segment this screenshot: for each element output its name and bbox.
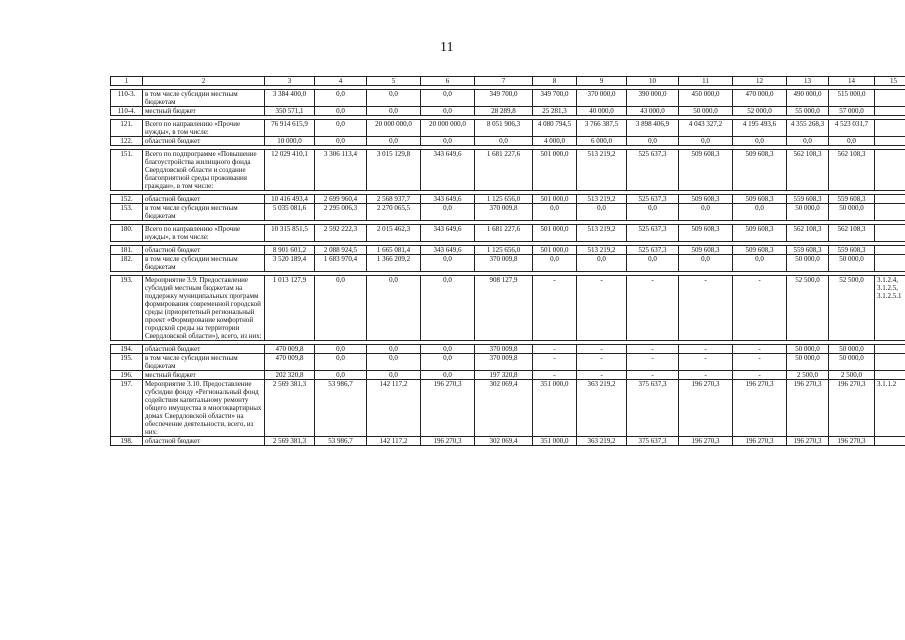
value-cell: 12 029 410,1 [265, 150, 315, 191]
value-cell: 0,0 [577, 204, 627, 221]
value-cell: - [577, 371, 627, 380]
table-row [111, 354, 905, 371]
value-cell: 196 270,3 [787, 437, 829, 446]
column-header: 13 [787, 77, 829, 86]
table-row [111, 204, 905, 221]
value-cell: 0,0 [627, 137, 679, 146]
row-name: Всего по направлению «Прочие нужды», в том числе: [143, 120, 265, 137]
value-cell: 390 000,0 [627, 90, 679, 107]
value-cell: 8 051 906,3 [475, 120, 533, 137]
value-cell: 0,0 [475, 137, 533, 146]
value-cell: - [533, 354, 577, 371]
value-cell: 375 637,3 [627, 380, 679, 437]
row-name: областной бюджет [143, 437, 265, 446]
target-link [875, 90, 905, 107]
value-cell: 3 898 406,9 [627, 120, 679, 137]
target-link: 3.1.1.2 [875, 380, 905, 437]
value-cell: - [577, 276, 627, 341]
table-row [111, 371, 905, 380]
value-cell: 0,0 [367, 137, 421, 146]
value-cell: 370 009,8 [475, 345, 533, 354]
value-cell: 202 320,8 [265, 371, 315, 380]
value-cell: 3 015 129,8 [367, 150, 421, 191]
row-number: 153. [111, 204, 143, 221]
value-cell: 0,0 [367, 90, 421, 107]
row-name: Мероприятие 3.9. Предоставление субсидий местным бюджетам на поддержку муниципальных программ формирования современной городской среды (приоритетный региональный проект «Формирование комфортной городской среды на территории Свердловской области»), всего, из них: [143, 276, 265, 341]
target-link [875, 437, 905, 446]
value-cell: 20 000 000,0 [421, 120, 475, 137]
value-cell: 509 608,3 [679, 150, 733, 191]
value-cell: 0,0 [367, 345, 421, 354]
row-name: Всего по подпрограмме «Повышение благоустройства жилищного фонда Свердловской области и создание благоприятной среды проживания граждан», в том числе: [143, 150, 265, 191]
value-cell: 196 270,3 [733, 437, 787, 446]
value-cell: 6 000,0 [577, 137, 627, 146]
target-link [875, 345, 905, 354]
row-name: областной бюджет [143, 195, 265, 204]
value-cell: 0,0 [421, 204, 475, 221]
value-cell: 50 000,0 [829, 345, 875, 354]
value-cell: - [533, 345, 577, 354]
table-row [111, 90, 905, 107]
value-cell: 509 608,3 [679, 195, 733, 204]
value-cell: 0,0 [421, 90, 475, 107]
table-row [111, 345, 905, 354]
value-cell: 1 681 227,6 [475, 150, 533, 191]
value-cell: 2 270 065,5 [367, 204, 421, 221]
row-number: 182. [111, 255, 143, 272]
value-cell: 513 219,2 [577, 246, 627, 255]
value-cell: 370 009,8 [475, 204, 533, 221]
value-cell: - [627, 354, 679, 371]
row-name: в том числе субсидии местным бюджетам [143, 255, 265, 272]
value-cell: 10 000,0 [265, 137, 315, 146]
row-name: Мероприятие 3.10. Предоставление субсидии фонду «Региональный фонд содействия капитальному ремонту общего имущества в многоквартирных домах Свердловской области» на обеспечение деятельности, всего, из них: [143, 380, 265, 437]
value-cell: 0,0 [679, 204, 733, 221]
value-cell: 25 281,3 [533, 107, 577, 116]
value-cell: 53 986,7 [315, 437, 367, 446]
value-cell: 525 637,3 [627, 225, 679, 242]
value-cell: 196 270,3 [829, 437, 875, 446]
row-number: 194. [111, 345, 143, 354]
target-link [875, 120, 905, 137]
value-cell: 562 108,3 [829, 225, 875, 242]
value-cell: 908 127,9 [475, 276, 533, 341]
value-cell: 0,0 [315, 107, 367, 116]
value-cell: 375 637,3 [627, 437, 679, 446]
value-cell: 515 000,0 [829, 90, 875, 107]
value-cell: 501 000,0 [533, 225, 577, 242]
value-cell: 8 901 601,2 [265, 246, 315, 255]
value-cell: 50 000,0 [679, 107, 733, 116]
row-name: в том числе субсидии местным бюджетам [143, 354, 265, 371]
row-number: 180. [111, 225, 143, 242]
value-cell: 509 608,3 [679, 225, 733, 242]
value-cell: 363 219,2 [577, 380, 627, 437]
value-cell: 196 270,3 [421, 380, 475, 437]
value-cell: 0,0 [679, 255, 733, 272]
value-cell: 1 665 081,4 [367, 246, 421, 255]
row-number: 151. [111, 150, 143, 191]
value-cell: 142 117,2 [367, 380, 421, 437]
target-link [875, 107, 905, 116]
value-cell: 513 219,2 [577, 150, 627, 191]
value-cell: 2 569 381,3 [265, 437, 315, 446]
target-link [875, 225, 905, 242]
value-cell: 349 700,0 [475, 90, 533, 107]
row-number: 181. [111, 246, 143, 255]
value-cell: 0,0 [421, 276, 475, 341]
value-cell: 559 608,3 [829, 195, 875, 204]
value-cell: 2 500,0 [829, 371, 875, 380]
value-cell: - [577, 354, 627, 371]
value-cell: - [577, 345, 627, 354]
value-cell: 0,0 [733, 255, 787, 272]
value-cell: 3 520 189,4 [265, 255, 315, 272]
value-cell: 509 608,3 [733, 150, 787, 191]
value-cell: 0,0 [315, 371, 367, 380]
value-cell: 562 108,3 [787, 225, 829, 242]
value-cell: 513 219,2 [577, 225, 627, 242]
value-cell: 370 009,8 [475, 354, 533, 371]
column-header: 1 [111, 77, 143, 86]
row-name: в том числе субсидии местным бюджетам [143, 204, 265, 221]
table-row [111, 195, 905, 204]
value-cell: 50 000,0 [829, 255, 875, 272]
value-cell: 52 500,0 [787, 276, 829, 341]
value-cell: 196 270,3 [733, 380, 787, 437]
value-cell: 513 219,2 [577, 195, 627, 204]
value-cell: 501 000,0 [533, 195, 577, 204]
value-cell: 470 009,8 [265, 345, 315, 354]
value-cell: 525 637,3 [627, 150, 679, 191]
table-row [111, 137, 905, 146]
value-cell: 343 649,6 [421, 150, 475, 191]
value-cell: - [533, 276, 577, 341]
value-cell: 0,0 [577, 255, 627, 272]
value-cell: 351 000,0 [533, 437, 577, 446]
value-cell: 0,0 [627, 204, 679, 221]
value-cell: 0,0 [421, 354, 475, 371]
value-cell: 349 700,0 [533, 90, 577, 107]
column-header: 4 [315, 77, 367, 86]
value-cell: 509 608,3 [733, 225, 787, 242]
target-link [875, 195, 905, 204]
value-cell: 1 013 127,9 [265, 276, 315, 341]
target-link [875, 204, 905, 221]
table-row [111, 150, 905, 191]
value-cell: 0,0 [315, 276, 367, 341]
target-link [875, 137, 905, 146]
row-number: 110-3. [111, 90, 143, 107]
row-number: 122. [111, 137, 143, 146]
value-cell: 509 608,3 [679, 246, 733, 255]
value-cell: 470 009,8 [265, 354, 315, 371]
value-cell: 370 000,0 [577, 90, 627, 107]
value-cell: 196 270,3 [829, 380, 875, 437]
value-cell: 501 000,0 [533, 150, 577, 191]
value-cell: 509 608,3 [733, 195, 787, 204]
row-name: местный бюджет [143, 371, 265, 380]
value-cell: 1 683 970,4 [315, 255, 367, 272]
value-cell: - [679, 371, 733, 380]
value-cell: 50 000,0 [787, 345, 829, 354]
value-cell: 196 270,3 [679, 437, 733, 446]
value-cell: 0,0 [421, 371, 475, 380]
column-header: 14 [829, 77, 875, 86]
row-name: Всего по направлению «Прочие нужды», в том числе: [143, 225, 265, 242]
value-cell: 0,0 [421, 255, 475, 272]
target-link [875, 354, 905, 371]
value-cell: 343 649,6 [421, 246, 475, 255]
value-cell: - [733, 276, 787, 341]
row-number: 193. [111, 276, 143, 341]
column-header: 11 [679, 77, 733, 86]
value-cell: 370 009,8 [475, 255, 533, 272]
target-link [875, 246, 905, 255]
value-cell: 0,0 [421, 107, 475, 116]
value-cell: 1 366 209,2 [367, 255, 421, 272]
value-cell: 559 608,3 [829, 246, 875, 255]
value-cell: 2 015 462,3 [367, 225, 421, 242]
value-cell: 559 608,3 [787, 246, 829, 255]
value-cell: 562 108,3 [787, 150, 829, 191]
value-cell: 2 500,0 [787, 371, 829, 380]
row-name: областной бюджет [143, 137, 265, 146]
row-number: 197. [111, 380, 143, 437]
value-cell: 343 649,6 [421, 195, 475, 204]
row-number: 195. [111, 354, 143, 371]
value-cell: 351 000,0 [533, 380, 577, 437]
value-cell: 20 000 000,0 [367, 120, 421, 137]
value-cell: 302 069,4 [475, 437, 533, 446]
value-cell: 0,0 [367, 371, 421, 380]
target-link: 3.1.2.4, 3.1.2.5, 3.1.2.5.1 [875, 276, 905, 341]
value-cell: 4 080 794,5 [533, 120, 577, 137]
table-row [111, 276, 905, 341]
value-cell: 196 270,3 [787, 380, 829, 437]
table-row [111, 246, 905, 255]
value-cell: 490 000,0 [787, 90, 829, 107]
value-cell: 2 699 960,4 [315, 195, 367, 204]
table-row [111, 120, 905, 137]
row-name: местный бюджет [143, 107, 265, 116]
value-cell: 50 000,0 [787, 255, 829, 272]
value-cell: - [679, 276, 733, 341]
table-row [111, 437, 905, 446]
value-cell: - [627, 276, 679, 341]
value-cell: 3 306 113,4 [315, 150, 367, 191]
value-cell: 1 681 227,6 [475, 225, 533, 242]
target-link [875, 150, 905, 191]
row-number: 198. [111, 437, 143, 446]
value-cell: 0,0 [533, 204, 577, 221]
value-cell: 50 000,0 [787, 354, 829, 371]
value-cell: - [679, 354, 733, 371]
value-cell: 525 637,3 [627, 246, 679, 255]
value-cell: 0,0 [367, 354, 421, 371]
value-cell: 3 384 400,0 [265, 90, 315, 107]
value-cell: 52 000,0 [733, 107, 787, 116]
value-cell: 0,0 [367, 276, 421, 341]
value-cell: 4 355 268,3 [787, 120, 829, 137]
value-cell: 343 649,6 [421, 225, 475, 242]
value-cell: 76 914 615,9 [265, 120, 315, 137]
value-cell: 197 320,8 [475, 371, 533, 380]
row-name: областной бюджет [143, 246, 265, 255]
value-cell: 0,0 [421, 345, 475, 354]
value-cell: 0,0 [315, 120, 367, 137]
value-cell: 40 000,0 [577, 107, 627, 116]
value-cell: 0,0 [315, 137, 367, 146]
column-header: 5 [367, 77, 421, 86]
table-header-row [111, 77, 905, 86]
value-cell: 10 315 851,5 [265, 225, 315, 242]
value-cell: 196 270,3 [421, 437, 475, 446]
column-header: 6 [421, 77, 475, 86]
value-cell: 350 571,1 [265, 107, 315, 116]
value-cell: 0,0 [315, 354, 367, 371]
value-cell: 53 986,7 [315, 380, 367, 437]
value-cell: - [733, 345, 787, 354]
row-number: 121. [111, 120, 143, 137]
value-cell: 0,0 [829, 137, 875, 146]
value-cell: 509 608,3 [733, 246, 787, 255]
table-row [111, 107, 905, 116]
row-name: областной бюджет [143, 345, 265, 354]
value-cell: 0,0 [733, 204, 787, 221]
value-cell: 28 289,8 [475, 107, 533, 116]
column-header: 9 [577, 77, 627, 86]
value-cell: - [533, 371, 577, 380]
value-cell: 57 000,0 [829, 107, 875, 116]
value-cell: - [733, 371, 787, 380]
value-cell: 10 416 493,4 [265, 195, 315, 204]
value-cell: 55 000,0 [787, 107, 829, 116]
value-cell: 2 295 006,3 [315, 204, 367, 221]
column-header: 3 [265, 77, 315, 86]
value-cell: 2 569 381,3 [265, 380, 315, 437]
value-cell: 559 608,3 [787, 195, 829, 204]
target-link [875, 255, 905, 272]
value-cell: 0,0 [733, 137, 787, 146]
row-number: 110-4. [111, 107, 143, 116]
page-number: 11 [440, 40, 454, 55]
value-cell: 0,0 [315, 90, 367, 107]
column-header: 2 [143, 77, 265, 86]
value-cell: 0,0 [679, 137, 733, 146]
value-cell: 2 592 222,3 [315, 225, 367, 242]
value-cell: 52 500,0 [829, 276, 875, 341]
value-cell: 0,0 [787, 137, 829, 146]
value-cell: 4 195 493,6 [733, 120, 787, 137]
value-cell: - [733, 354, 787, 371]
value-cell: 1 125 656,0 [475, 246, 533, 255]
value-cell: 562 108,3 [829, 150, 875, 191]
table-row [111, 380, 905, 437]
value-cell: 50 000,0 [829, 204, 875, 221]
table-row [111, 225, 905, 242]
row-name: в том числе субсидии местным бюджетам [143, 90, 265, 107]
column-header: 15 [875, 77, 905, 86]
value-cell: 50 000,0 [829, 354, 875, 371]
value-cell: 4 000,0 [533, 137, 577, 146]
value-cell: 2 568 937,7 [367, 195, 421, 204]
value-cell: 501 000,0 [533, 246, 577, 255]
target-link [875, 371, 905, 380]
value-cell: 525 637,3 [627, 195, 679, 204]
value-cell: 0,0 [421, 137, 475, 146]
budget-table [110, 76, 905, 446]
value-cell: 302 069,4 [475, 380, 533, 437]
value-cell: - [627, 371, 679, 380]
value-cell: 363 219,2 [577, 437, 627, 446]
row-number: 152. [111, 195, 143, 204]
value-cell: 1 125 656,0 [475, 195, 533, 204]
value-cell: - [627, 345, 679, 354]
value-cell: 43 000,0 [627, 107, 679, 116]
value-cell: 4 523 031,7 [829, 120, 875, 137]
value-cell: 196 270,3 [679, 380, 733, 437]
table-row [111, 255, 905, 272]
value-cell: 50 000,0 [787, 204, 829, 221]
column-header: 7 [475, 77, 533, 86]
column-header: 8 [533, 77, 577, 86]
value-cell: 450 000,0 [679, 90, 733, 107]
row-number: 196. [111, 371, 143, 380]
value-cell: 2 088 924,5 [315, 246, 367, 255]
value-cell: 0,0 [367, 107, 421, 116]
column-header: 12 [733, 77, 787, 86]
table-body [111, 77, 905, 446]
value-cell: 4 043 327,2 [679, 120, 733, 137]
value-cell: 5 035 081,6 [265, 204, 315, 221]
value-cell: 3 766 387,5 [577, 120, 627, 137]
value-cell: 142 117,2 [367, 437, 421, 446]
column-header: 10 [627, 77, 679, 86]
value-cell: 0,0 [315, 345, 367, 354]
value-cell: 470 000,0 [733, 90, 787, 107]
value-cell: 0,0 [627, 255, 679, 272]
value-cell: - [679, 345, 733, 354]
value-cell: 0,0 [533, 255, 577, 272]
